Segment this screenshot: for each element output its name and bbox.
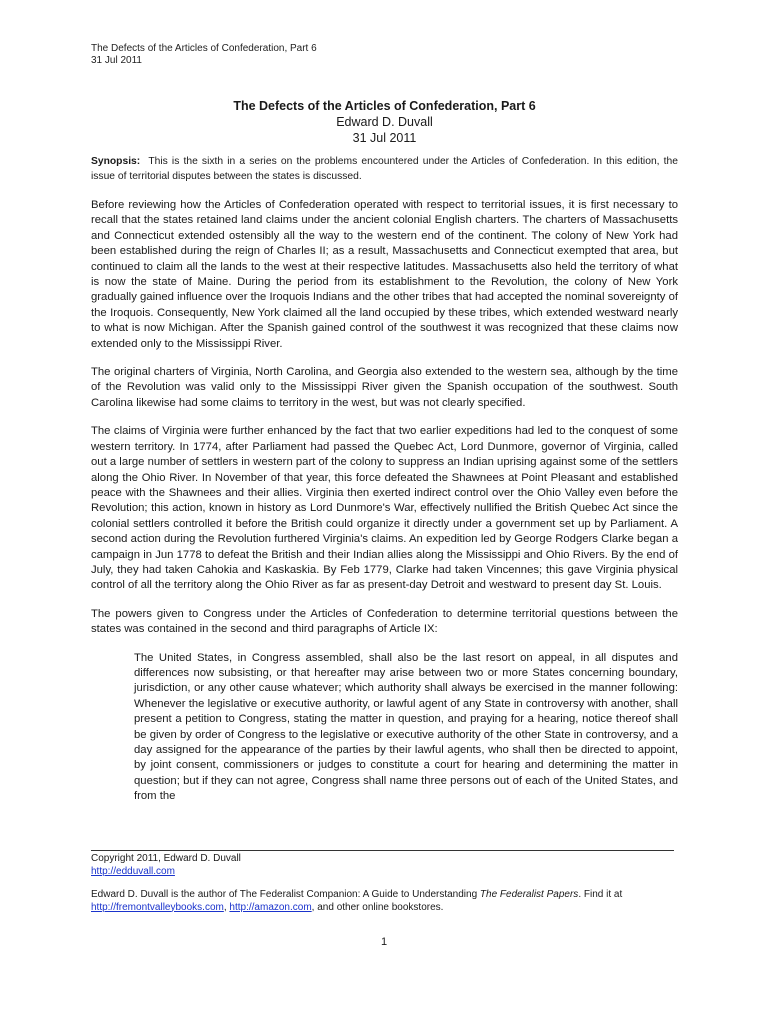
store-links: [91, 902, 691, 915]
block-quote: The United States, in Congress assembled, shall also be the last resort on appeal, in all disputes and differences now subsisting, or that hereafter may arise between two or more States concerning boundary, jurisdiction, or any other cause whatever; which authority shall always be exercised in the manner following: Whenever the legislative or executive authority, or lawful agent of any State in controversy with another, shall present a petition to Congress, stating the matter in question, and praying for a hearing, notice thereof shall be given by order of Congress to the legislative or executive authority of the other State in controversy, and a day assigned for the appearance of the parties by their lawful agents, who shall then be directed to appoint, by joint consent, commissioners or judges to constitute a court for hearing and determining the matter in question; but if they can not agree, Congress shall name three persons out of each of the United States, and from the: [134, 651, 678, 803]
paragraph: The original charters of Virginia, North Carolina, and Georgia also extended to the western sea, although by the time of the Revolution was valid only to the Mississippi River given the Spanish occupation of the southwest. South Carolina likewise had some claims to territory in the west, but was not clearly specified.: [91, 366, 678, 409]
author-note-suffix: . Find it at: [578, 889, 623, 900]
fremont-link[interactable]: http://fremontvalleybooks.com: [91, 901, 224, 913]
copyright-line: Copyright 2011, Edward D. Duvall: [91, 853, 241, 864]
header-doc-title: The Defects of the Articles of Confederation, Part 6: [91, 43, 317, 54]
document-date: 31 Jul 2011: [352, 131, 417, 145]
footnote-divider: [91, 850, 674, 851]
synopsis-text: This is the sixth in a series on the problems encountered under the Articles of Confederation. In this edition, the issue of territorial disputes between the states is discussed.: [91, 156, 678, 182]
paragraph: The powers given to Congress under the Articles of Confederation to determine territorial questions between the states was contained in the second and third paragraphs of Article IX:: [91, 607, 678, 636]
author-note-prefix: Edward D. Duvall is the author of The Federalist Companion: A Guide to Understanding: [91, 889, 480, 900]
body-text: [91, 155, 678, 805]
title-block: [91, 98, 678, 146]
running-header: [91, 43, 317, 67]
footnotes: [91, 853, 691, 914]
synopsis: [91, 155, 678, 184]
document-title: The Defects of the Articles of Confederation, Part 6: [233, 99, 536, 113]
synopsis-label: Synopsis:: [91, 156, 141, 167]
author-name: Edward D. Duvall: [336, 115, 433, 129]
author-site-link[interactable]: http://edduvall.com: [91, 865, 175, 877]
page-number: 1: [380, 936, 388, 948]
book-title: The Federalist Papers: [479, 889, 579, 900]
header-date: 31 Jul 2011: [91, 55, 142, 66]
paragraph: Before reviewing how the Articles of Confederation operated with respect to territorial issues, it is first necessary to recall that the states retained land claims under the ancient colonial English charters. The charters of Massachusetts and Connecticut extended ostensibly all the way to the western end of the continent. The colony of New York had been established during the reign of Charles II; as a result, Massachusetts and Connecticut exempted that area, but continued to claim all the lands to the west at their respective latitudes. Massachusetts also held the territory of what is now the state of Maine. During the period from its establishment to the Revolution, the colony of New York gradually gained influence over the Iroquois Indians and the other tribes that had accepted the nominal sovereignty of the Iroquois. Consequently, New York claimed all the land occupied by these tribes, which extended westward nearly to what is now Michigan. After the Spanish gained control of the southwest it was recognized that these claims now extended only to the Mississippi River.: [91, 199, 678, 350]
paragraph: The claims of Virginia were further enhanced by the fact that two earlier expeditions had led to the conquest of some western territory. In 1774, after Parliament had passed the Quebec Act, Lord Dunmore, governor of Virginia, called out a large number of settlers in western part of the colony to suppress an Indian uprising against some of the settlers along the Ohio River. In November of that year, this force defeated the Shawnees at Point Pleasant and established peace with the Shawnees and their allies. Virginia then exerted indirect control over the Ohio Valley even before the Revolution; this action, known in history as Lord Dunmore's War, effectively nullified the British Quebec Act since the colonial settlers controlled it before the British could organize it directly under a government set up by Parliament. A second action during the Revolution furthered Virginia's claims. An expedition led by George Rodgers Clarke began a campaign in Jun 1778 to defeat the British and their Indian allies along the Mississippi and Ohio Rivers. By the end of July, they had taken Cahokia and Kaskaskia. By Feb 1779, Clarke had taken Vincennes; this gave Virginia physical control of all the territory along the Ohio River as far as present-day Detroit and westward to present day St. Louis.: [91, 425, 678, 592]
author-note: [91, 889, 691, 902]
link-separator: ,: [223, 901, 230, 913]
amazon-link[interactable]: http://amazon.com: [229, 901, 312, 913]
stores-text: , and other online bookstores.: [311, 901, 444, 913]
